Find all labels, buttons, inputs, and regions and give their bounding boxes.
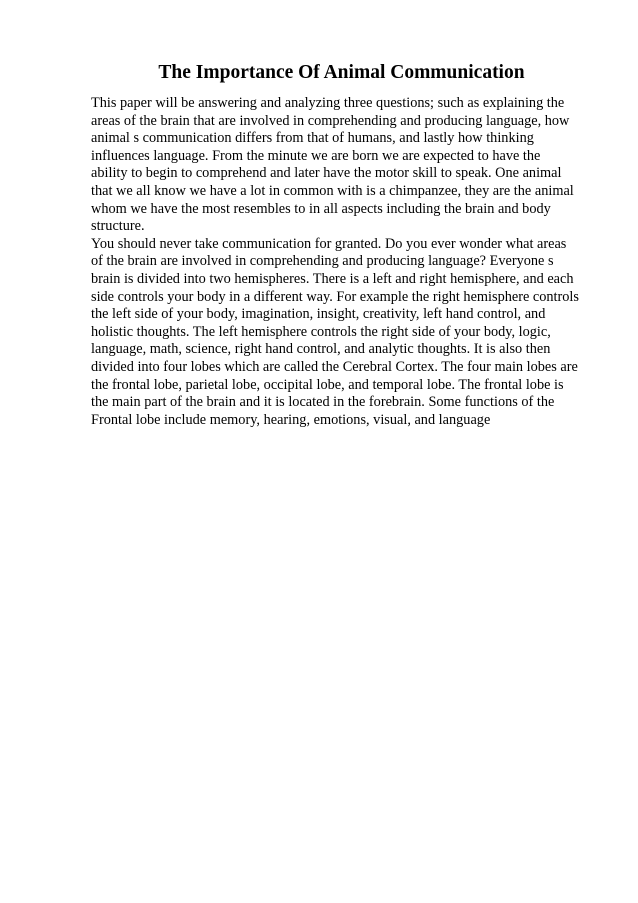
text-line: the frontal lobe, parietal lobe, occipital lobe, and temporal lobe. The frontal lobe is: [91, 376, 564, 393]
text-line: the main part of the brain and it is located in the forebrain. Some functions of the: [91, 394, 555, 411]
text-line: areas of the brain that are involved in comprehending and producing language, how: [91, 112, 570, 129]
text-line: animal s communication differs from that of humans, and lastly how thinking: [91, 130, 534, 147]
document-title: The Importance Of Animal Communication: [158, 62, 525, 83]
text-line: You should never take communication for granted. Do you ever wonder what areas: [91, 235, 567, 252]
text-line: of the brain are involved in comprehending and producing language? Everyone s: [91, 253, 554, 270]
text-line: language, math, science, right hand control, and analytic thoughts. It is also then: [91, 341, 551, 358]
text-line: This paper will be answering and analyzing three questions; such as explaining the: [91, 95, 565, 111]
text-line: that we all know we have a lot in common with is a chimpanzee, they are the animal: [91, 182, 574, 199]
text-line: the left side of your body, imagination, insight, creativity, left hand control, and: [91, 306, 546, 323]
text-line: divided into four lobes which are called the Cerebral Cortex. The four main lobes are: [91, 358, 578, 375]
text-line: ability to begin to comprehend and later have the motor skill to speak. One animal: [91, 165, 562, 182]
text-line: influences language. From the minute we are born we are expected to have the: [91, 147, 541, 164]
text-line: Frontal lobe include memory, hearing, emotions, visual, and language: [91, 411, 491, 428]
text-line: whom we have the most resembles to in all aspects including the brain and body: [91, 200, 551, 217]
text-line: holistic thoughts. The left hemisphere controls the right side of your body, logic,: [91, 323, 551, 340]
text-line: side controls your body in a different way. For example the right hemisphere controls: [91, 288, 579, 305]
text-line: brain is divided into two hemispheres. There is a left and right hemisphere, and each: [91, 270, 574, 287]
document-body: [91, 95, 596, 429]
text-line: structure.: [91, 218, 145, 235]
